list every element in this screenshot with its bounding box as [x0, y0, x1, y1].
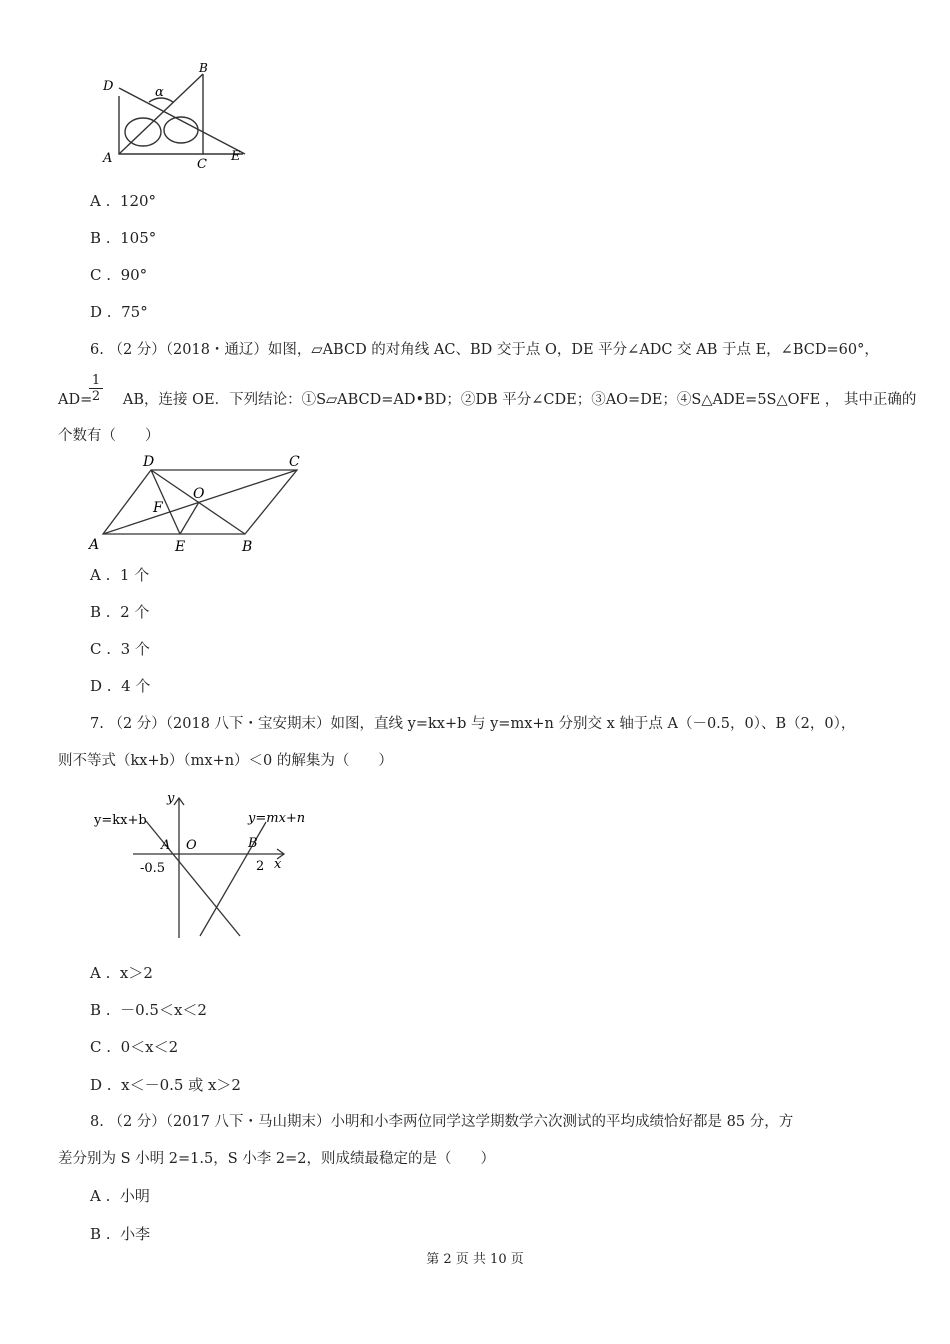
label-d: D [103, 79, 114, 94]
option-text: 小明 [119, 1187, 150, 1205]
option-text: x＜－0.5 或 x＞2 [121, 1076, 241, 1094]
label-e: E [175, 539, 186, 555]
q8-stem-line2: 差分别为 S 小明 2=1.5，S 小李 2=2，则成绩最稳定的是（ ） [58, 1151, 495, 1167]
label-b: B [199, 61, 208, 75]
q7-option-c[interactable] [90, 1037, 178, 1057]
option-text: 75° [121, 303, 148, 321]
label-a: A [89, 537, 100, 553]
option-text: 1 个 [119, 566, 150, 584]
q7-stem-line1: 7. （2 分）（2018 八下・宝安期末）如图，直线 y=kx+b 与 y=mx+n 分别交 x 轴于点 A（－0.5，0）、B（2，0）， [90, 716, 856, 732]
q7-option-a[interactable] [90, 963, 153, 983]
label-b: B [248, 836, 258, 851]
label-o: O [193, 486, 205, 502]
q6-stem-line2-text: AB，连接 OE．下列结论：①S▱ABCD=AD•BD；②DB 平分∠CDE；③AO=DE；④S△ADE=5S△OFE ， 其中正确的 [118, 392, 917, 408]
q6-stem-line1: 6. （2 分）（2018・通辽）如图，▱ABCD 的对角线 AC、BD 交于点 O，DE 平分∠ADC 交 AB 于点 E，∠BCD=60°， [90, 342, 879, 358]
option-letter: B . [90, 229, 111, 247]
tick-neg-0-5: -0.5 [140, 861, 166, 876]
option-text: 120° [119, 192, 157, 210]
q8-option-a[interactable] [90, 1186, 150, 1206]
line-oe [180, 502, 199, 534]
label-a: A [103, 151, 113, 166]
option-letter: C . [90, 1038, 112, 1056]
q8-stem-line1: 8. （2 分）（2017 八下・马山期末）小明和小李两位同学这学期数学六次测试的平均成绩恰好都是 85 分，方 [90, 1114, 794, 1130]
figure-q6-parallelogram [85, 452, 325, 556]
option-letter: D . [90, 303, 112, 321]
option-text: 105° [120, 229, 157, 247]
tick-2: 2 [256, 859, 265, 874]
option-text: x＞2 [119, 964, 153, 982]
q7-stem-line2: 则不等式（kx+b）（mx+n）＜0 的解集为（ ） [58, 753, 393, 769]
option-letter: B . [90, 603, 111, 621]
fraction-numerator: 1 [91, 373, 101, 388]
option-letter: D . [90, 1076, 112, 1094]
label-line-mxn: y=mx+n [248, 811, 306, 826]
fraction-one-half [89, 374, 103, 403]
label-d: D [143, 454, 155, 470]
option-letter: C . [90, 266, 112, 284]
q5-option-c[interactable] [90, 265, 147, 285]
q6-option-d[interactable] [90, 676, 150, 696]
label-a: A [161, 838, 171, 853]
option-text: －0.5＜x＜2 [120, 1001, 207, 1019]
label-o: O [186, 838, 197, 853]
q6-option-c[interactable] [90, 639, 150, 659]
option-text: 2 个 [120, 603, 150, 621]
option-letter: A . [90, 566, 111, 584]
label-e: E [231, 149, 241, 164]
option-letter: C . [90, 640, 112, 658]
label-c: C [197, 157, 207, 172]
figure-q7-lines [88, 786, 318, 946]
label-y: y [167, 791, 175, 806]
label-f: F [153, 500, 163, 516]
q6-option-a[interactable] [90, 565, 149, 585]
option-text: 3 个 [120, 640, 150, 658]
option-letter: A . [90, 964, 111, 982]
figure-q5 [95, 58, 265, 176]
q6-stem-line2 [58, 390, 916, 410]
fraction-denominator: 2 [91, 389, 101, 404]
label-b: B [242, 539, 253, 555]
q7-option-b[interactable] [90, 1000, 207, 1020]
option-text: 4 个 [121, 677, 151, 695]
label-c: C [289, 454, 300, 470]
q6-stem-line3: 个数有（ ） [58, 428, 160, 444]
diagonal-ac [103, 470, 297, 534]
option-letter: D . [90, 677, 112, 695]
option-letter: A . [90, 1187, 111, 1205]
q6-option-b[interactable] [90, 602, 149, 622]
line-de [119, 88, 245, 154]
option-text: 0＜x＜2 [120, 1038, 179, 1056]
option-text: 90° [120, 266, 148, 284]
q5-option-d[interactable] [90, 302, 148, 322]
q5-option-b[interactable] [90, 228, 156, 248]
option-text: 小李 [120, 1225, 151, 1243]
label-line-kxb: y=kx+b [94, 813, 147, 828]
option-letter: A . [90, 192, 111, 210]
q7-option-d[interactable] [90, 1075, 241, 1095]
q6-ad-label: AD= [58, 392, 93, 408]
option-letter: B . [90, 1001, 111, 1019]
label-x: x [274, 857, 282, 872]
option-letter: B . [90, 1225, 111, 1243]
page-footer: 第 2 页 共 10 页 [426, 1252, 524, 1267]
q8-option-b[interactable] [90, 1224, 150, 1244]
label-alpha: α [155, 85, 164, 100]
q5-option-a[interactable] [90, 191, 156, 211]
